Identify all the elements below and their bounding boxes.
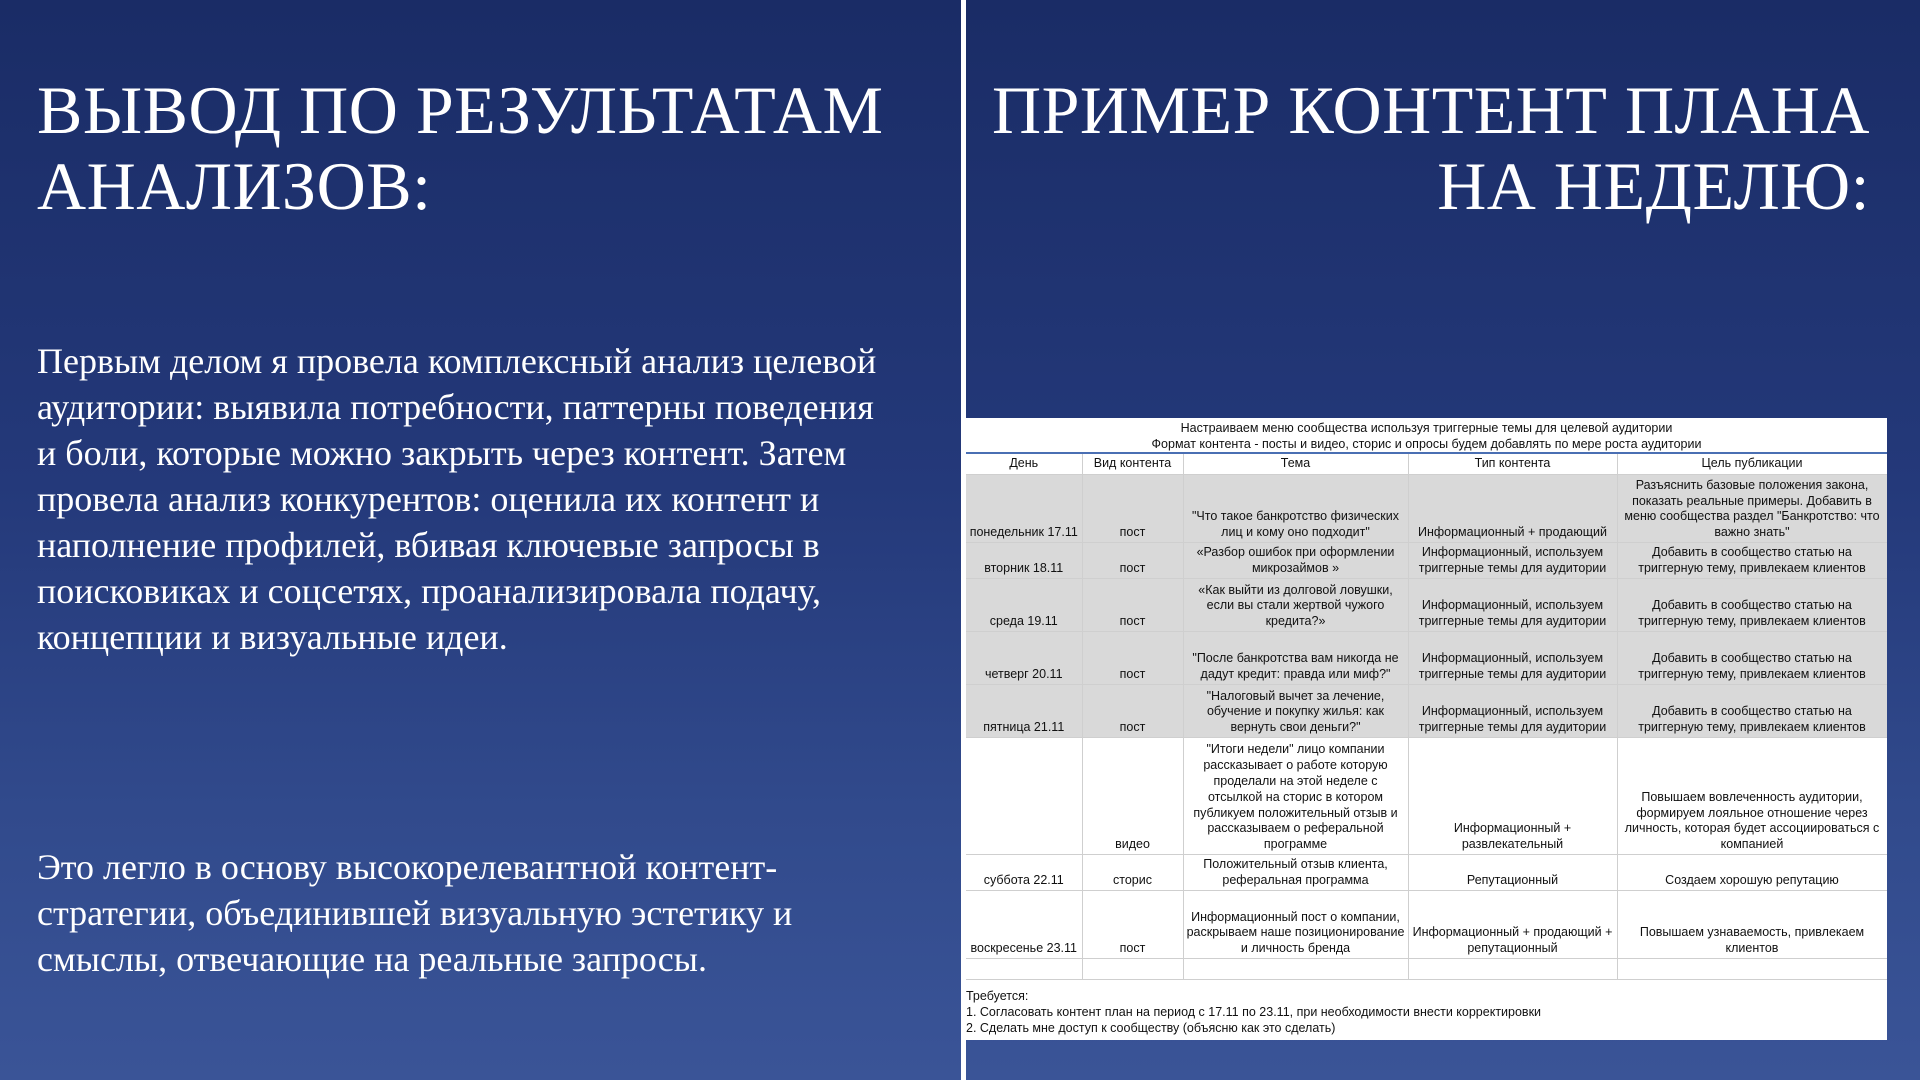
cell-format: пост	[1082, 685, 1183, 738]
cell-format: пост	[1082, 891, 1183, 959]
table-row	[966, 855, 1887, 891]
analysis-paragraph: Первым делом я провела комплексный анализ целевой аудитории: выявила потребности, паттерны поведения и боли, которые можно закрыть через контент. Затем провела анализ конкурентов: оценила их контент и наполнение профилей, вбивая ключевые запросы в поисковиках и соцсетях, проанализировала подачу, концепции и визуальные идеи.	[37, 341, 877, 657]
table-row	[966, 475, 1887, 543]
cell-goal: Добавить в сообщество статью на триггерную тему, привлекаем клиентов	[1617, 632, 1887, 685]
cell-topic: Положительный отзыв клиента, реферальная программа	[1183, 855, 1408, 891]
cell-topic: "Что такое банкротство физических лиц и кому оно подходит"	[1183, 475, 1408, 543]
cell-topic: Информационный пост о компании, раскрываем наше позиционирование и личность бренда	[1183, 891, 1408, 959]
table-row	[966, 685, 1887, 738]
cell-topic: "Налоговый вычет за лечение, обучение и покупку жилья: как вернуть свои деньги?"	[1183, 685, 1408, 738]
cell-format: пост	[1082, 579, 1183, 632]
cell-topic: «Как выйти из долговой ловушки, если вы стали жертвой чужого кредита?»	[1183, 579, 1408, 632]
right-slide	[966, 0, 1920, 1080]
cell-type: Информационный, используем триггерные темы для аудитории	[1408, 685, 1617, 738]
column-header-format: Вид контента	[1082, 454, 1183, 475]
cell-day	[966, 738, 1082, 855]
cell-day: пятница 21.11	[966, 685, 1082, 738]
cell-goal: Добавить в сообщество статью на триггерную тему, привлекаем клиентов	[1617, 685, 1887, 738]
cell-type: Информационный, используем триггерные темы для аудитории	[1408, 632, 1617, 685]
column-header-day: День	[966, 454, 1082, 475]
column-header-topic: Тема	[1183, 454, 1408, 475]
cell-format: пост	[1082, 632, 1183, 685]
cell-format: пост	[1082, 475, 1183, 543]
table-row	[966, 543, 1887, 579]
cell-type: Информационный + развлекательный	[1408, 738, 1617, 855]
cell-type: Репутационный	[1408, 855, 1617, 891]
table-row	[966, 891, 1887, 959]
sheet-header-line: Формат контента - посты и видео, сторис и опросы будем добавлять по мере роста аудитории	[1151, 437, 1702, 451]
cell-day: четверг 20.11	[966, 632, 1082, 685]
empty-cell	[1617, 959, 1887, 980]
cell-day: воскресенье 23.11	[966, 891, 1082, 959]
cell-day: понедельник 17.11	[966, 475, 1082, 543]
empty-cell	[1408, 959, 1617, 980]
cell-type: Информационный, используем триггерные темы для аудитории	[1408, 579, 1617, 632]
content-plan-table	[966, 454, 1887, 980]
sheet-header	[966, 418, 1887, 454]
cell-day: среда 19.11	[966, 579, 1082, 632]
cell-goal: Добавить в сообщество статью на триггерную тему, привлекаем клиентов	[1617, 543, 1887, 579]
cell-goal: Повышаем узнаваемость, привлекаем клиентов	[1617, 891, 1887, 959]
sheet-header-line: Настраиваем меню сообщества используя триггерные темы для целевой аудитории	[1180, 421, 1673, 435]
strategy-paragraph: Это легло в основу высокорелевантной контент-стратегии, объединившей визуальную эстетику и смыслы, отвечающие на реальные запросы.	[37, 847, 793, 979]
table-row	[966, 738, 1887, 855]
cell-topic: «Разбор ошибок при оформлении микрозаймов »	[1183, 543, 1408, 579]
cell-format: видео	[1082, 738, 1183, 855]
table-row	[966, 959, 1887, 980]
cell-topic: "Итоги недели" лицо компании рассказывает о работе которую проделали на этой неделе с отсылкой на сторис в котором публикуем положительный отзыв и рассказываем о реферальной программе	[1183, 738, 1408, 855]
cell-format: сторис	[1082, 855, 1183, 891]
cell-day: суббота 22.11	[966, 855, 1082, 891]
cell-type: Информационный + продающий	[1408, 475, 1617, 543]
column-header-goal: Цель публикации	[1617, 454, 1887, 475]
note-line: Требуется:	[966, 989, 1029, 1003]
cell-type: Информационный, используем триггерные темы для аудитории	[1408, 543, 1617, 579]
right-slide-title: ПРИМЕР КОНТЕНТ ПЛАНА НА НЕДЕЛЮ:	[992, 72, 1870, 224]
cell-goal: Создаем хорошую репутацию	[1617, 855, 1887, 891]
cell-format: пост	[1082, 543, 1183, 579]
empty-cell	[966, 959, 1082, 980]
table-header-row	[966, 454, 1887, 475]
note-line: 1. Согласовать контент план на период с 17.11 по 23.11, при необходимости внести корректировки	[966, 1005, 1542, 1019]
cell-type: Информационный + продающий + репутационный	[1408, 891, 1617, 959]
note-line: 2. Сделать мне доступ к сообществу (объясню как это сделать)	[966, 1021, 1336, 1035]
table-row	[966, 632, 1887, 685]
column-header-type: Тип контента	[1408, 454, 1617, 475]
empty-cell	[1183, 959, 1408, 980]
sheet-notes	[966, 980, 1887, 1036]
content-plan-sheet	[966, 418, 1887, 1040]
empty-cell	[1082, 959, 1183, 980]
left-slide-title: ВЫВОД ПО РЕЗУЛЬТАТАМ АНАЛИЗОВ:	[37, 72, 884, 224]
cell-goal: Разъяснить базовые положения закона, показать реальные примеры. Добавить в меню сообщества раздел "Банкротство: что важно знать"	[1617, 475, 1887, 543]
cell-goal: Добавить в сообщество статью на триггерную тему, привлекаем клиентов	[1617, 579, 1887, 632]
table-row	[966, 579, 1887, 632]
cell-day: вторник 18.11	[966, 543, 1082, 579]
cell-goal: Повышаем вовлеченность аудитории, формируем лояльное отношение через личность, которая будет ассоциироваться с компанией	[1617, 738, 1887, 855]
cell-topic: "После банкротства вам никогда не дадут кредит: правда или миф?"	[1183, 632, 1408, 685]
